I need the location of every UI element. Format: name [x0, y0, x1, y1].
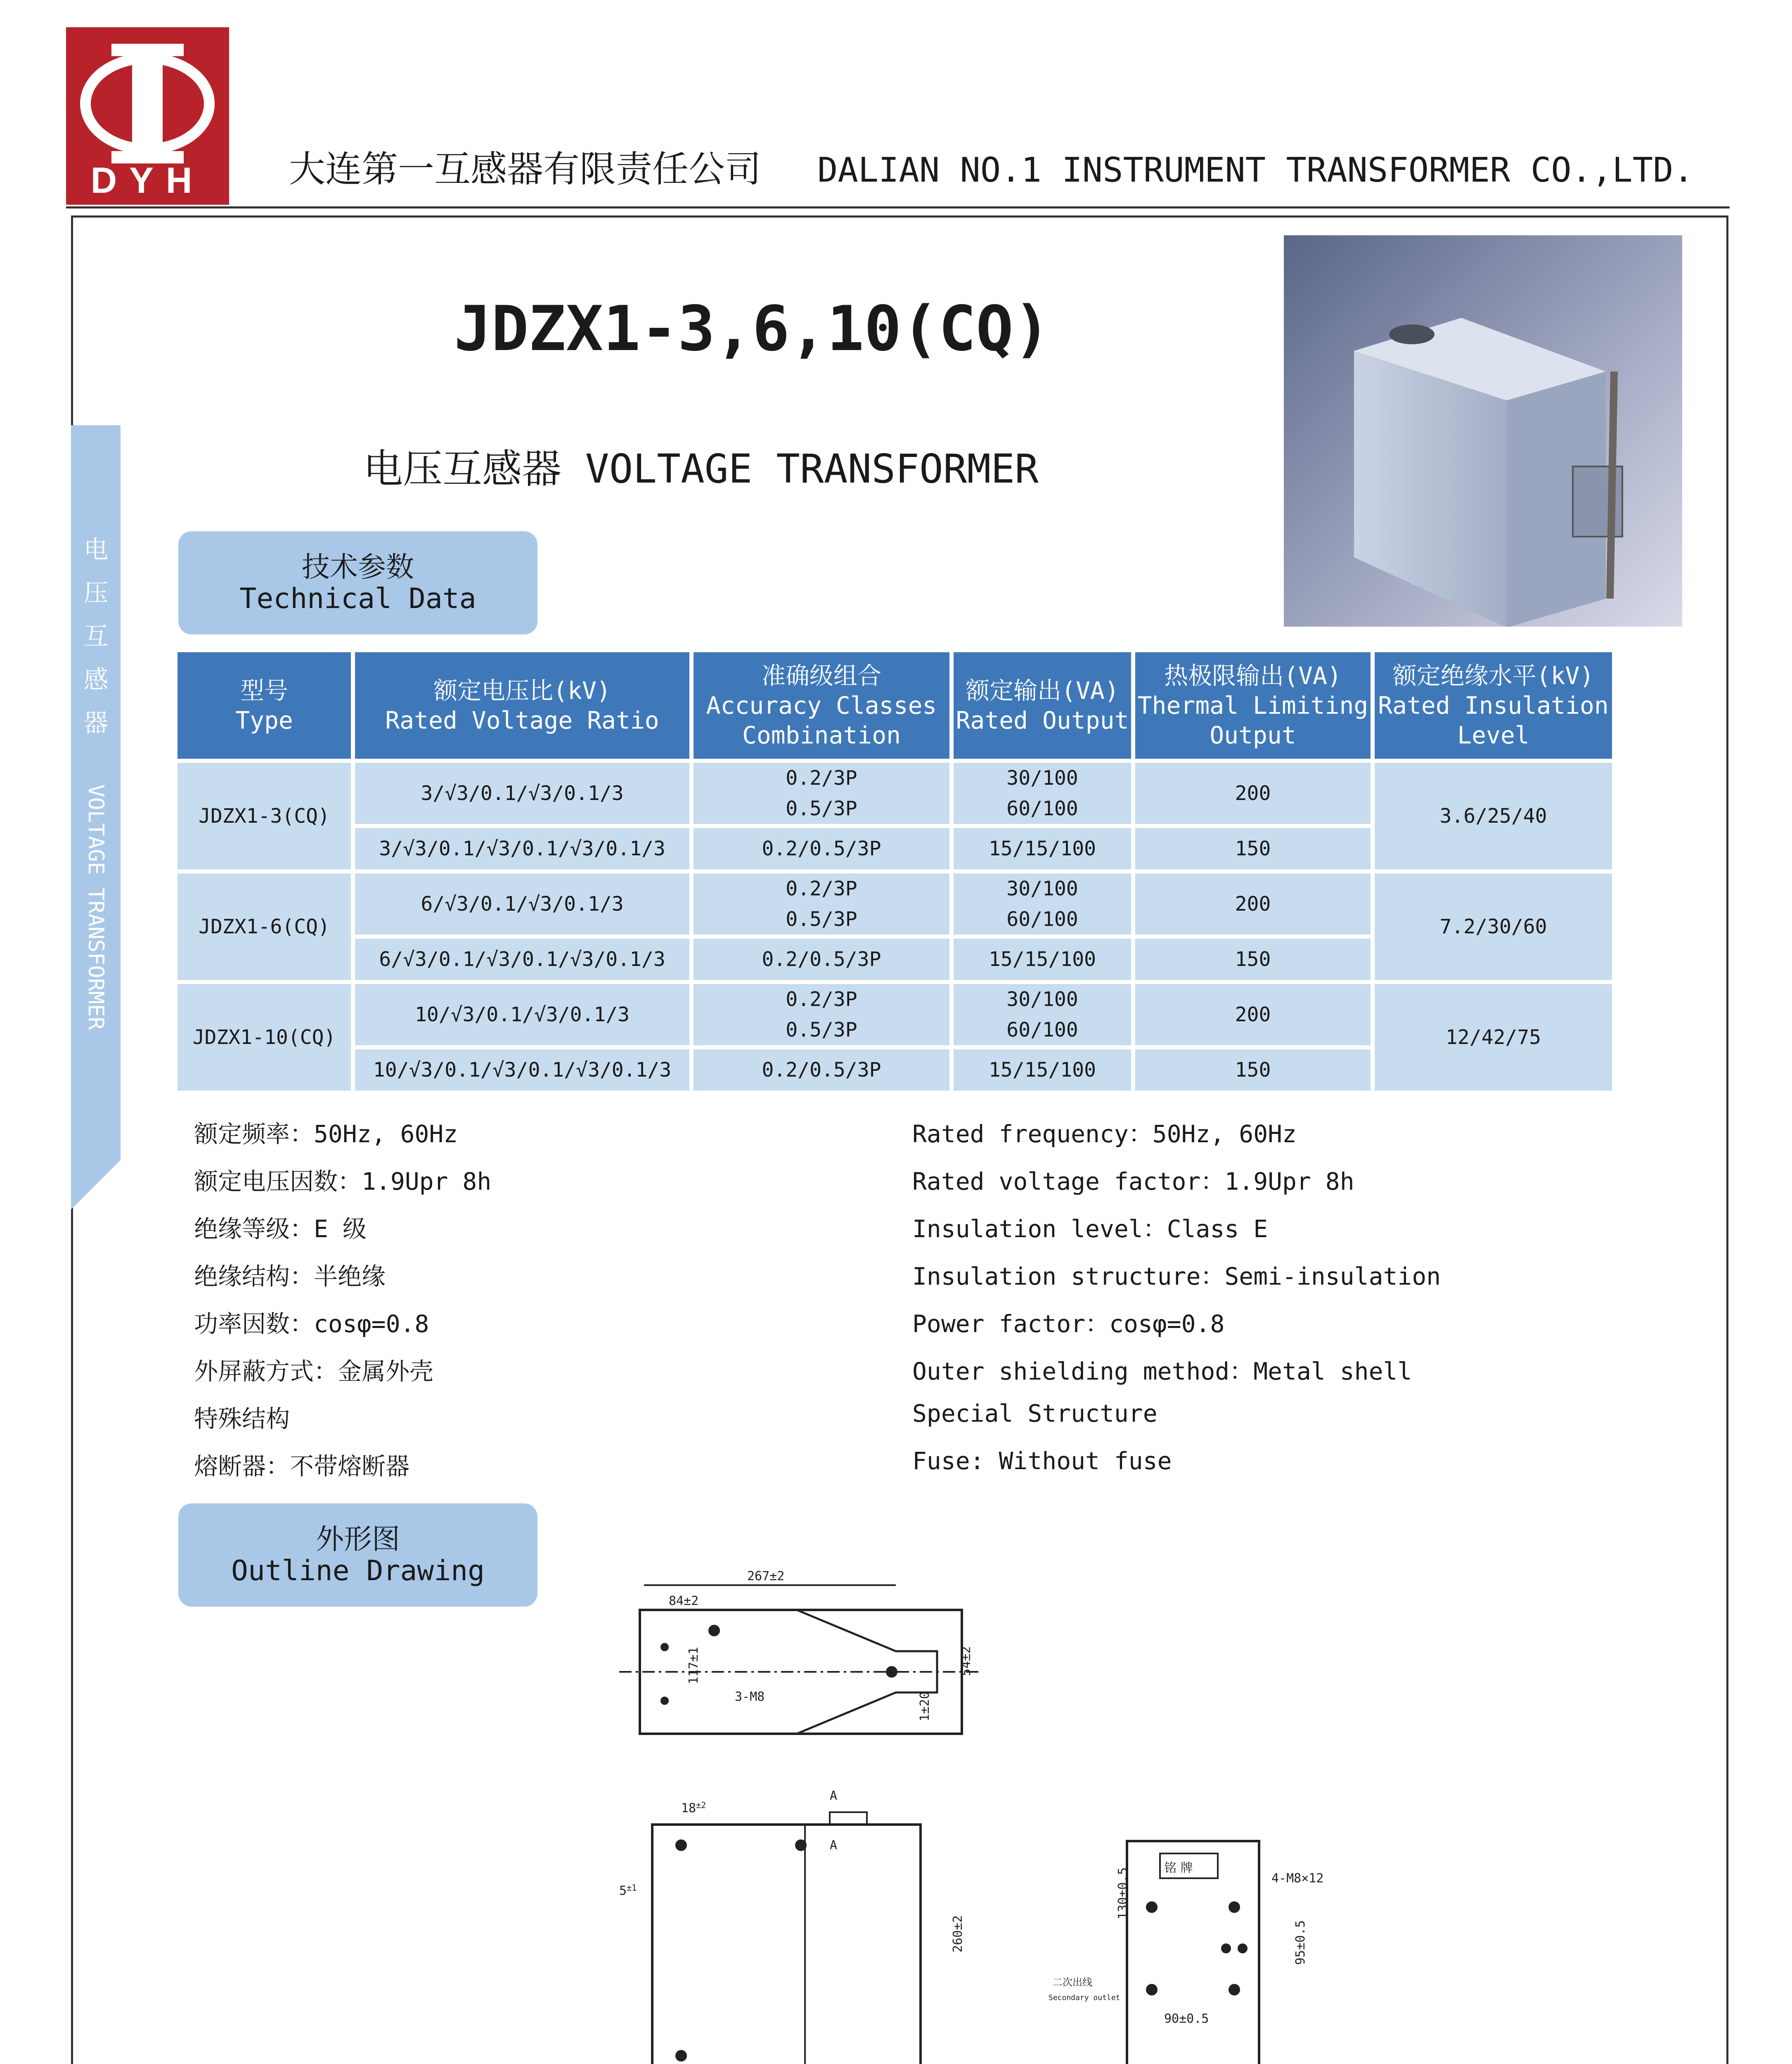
side-height: 260±2: [951, 1915, 965, 1953]
section-outline-drawing: [178, 1503, 537, 1607]
side-a-top: A: [830, 1789, 838, 1803]
table-row: [178, 763, 1612, 824]
section-technical-data: [178, 531, 537, 634]
side-a-mid: A: [830, 1838, 838, 1853]
cell-type: JDZX1-3(CQ): [178, 763, 351, 869]
note-cn: 熔断器：不带熔断器: [194, 1452, 410, 1480]
table-header-row: [178, 652, 1612, 759]
notes-en: [912, 1115, 1441, 1494]
cell-output: 15/15/100: [954, 828, 1131, 869]
company-name-cn: 大连第一互感器有限责任公司: [289, 148, 762, 190]
side-small: $5^{\pm 1}$: [619, 1883, 637, 1898]
section-title-cn: 外形图: [315, 1523, 400, 1556]
side-offset: $18^{\pm 2}$: [681, 1800, 706, 1815]
header-thermal: 热极限输出(VA) Thermal Limiting Output: [1135, 652, 1371, 759]
end-view-drawing: [1049, 1841, 1323, 2064]
side-tab-en: VOLTAGE TRANSFORMER: [83, 784, 108, 1030]
cell-ratio: 6/√3/0.1/√3/0.1/√3/0.1/3: [355, 939, 689, 980]
header-accuracy: 准确级组合 Accuracy Classes Combination: [694, 652, 949, 759]
table-row: [178, 873, 1612, 935]
end-bolt: 4-M8×12: [1271, 1871, 1324, 1886]
side-tab-cn: [74, 528, 118, 745]
dim-top-offset: 84±2: [669, 1594, 699, 1608]
note-en: Rated frequency：50Hz, 60Hz: [912, 1120, 1297, 1148]
end-height: 130±0.5: [1116, 1867, 1130, 1920]
note-cn: 额定频率：50Hz, 60Hz: [194, 1120, 458, 1148]
cell-thermal: 150: [1135, 828, 1371, 869]
cell-output: 30/100 60/100: [954, 984, 1131, 1045]
end-secondary-en: Secondary outlet: [1049, 1993, 1120, 2002]
spec-table: [173, 648, 1616, 1095]
note-en: Fuse: Without fuse: [912, 1447, 1172, 1475]
cell-accuracy: 0.2/3P 0.5/3P: [694, 984, 949, 1045]
company-name-en: DALIAN NO.1 INSTRUMENT TRANSFORMER CO.,LTD.: [817, 151, 1694, 190]
note-en: Power factor：cosφ=0.8: [912, 1310, 1225, 1338]
note-en: Outer shielding method：Metal shell: [912, 1357, 1412, 1385]
side-char: 电: [83, 535, 109, 564]
note-cn: 特殊结构: [194, 1405, 290, 1433]
cell-insulation: 3.6/25/40: [1375, 763, 1612, 869]
cell-type: JDZX1-6(CQ): [178, 873, 351, 980]
note-en: Rated voltage factor：1.9Upr 8h: [912, 1167, 1354, 1195]
cell-ratio: 10/√3/0.1/√3/0.1/3: [355, 984, 689, 1045]
note-cn: 绝缘等级：E 级: [194, 1215, 367, 1243]
cell-output: 15/15/100: [954, 939, 1131, 980]
cell-thermal: 200: [1135, 763, 1371, 824]
outline-drawings: [516, 1527, 1651, 2064]
end-spacing: 95±0.5: [1293, 1920, 1308, 1965]
end-width: 90±0.5: [1164, 2012, 1209, 2026]
header-type: 型号 Type: [178, 652, 351, 759]
cell-output: 30/100 60/100: [954, 873, 1131, 935]
model-title: JDZX1-3,6,10(CQ): [454, 293, 1051, 365]
logo-text: DYH: [90, 160, 205, 201]
company-name: [289, 140, 1694, 192]
header-insulation: 额定绝缘水平(kV) Rated Insulation Level: [1375, 652, 1612, 759]
cell-accuracy: 0.2/3P 0.5/3P: [694, 873, 949, 935]
cell-ratio: 10/√3/0.1/√3/0.1/√3/0.1/3: [355, 1049, 689, 1091]
phi-logo-icon: [66, 27, 229, 168]
cell-thermal: 200: [1135, 873, 1371, 935]
product-subtitle: 电压互感器 VOLTAGE TRANSFORMER: [363, 446, 1039, 492]
cell-ratio: 6/√3/0.1/√3/0.1/3: [355, 873, 689, 935]
dim-top-bolt: 3-M8: [735, 1690, 765, 1704]
section-title-en: Outline Drawing: [231, 1555, 485, 1587]
header-ratio: 额定电压比(kV) Rated Voltage Ratio: [355, 652, 689, 759]
section-title-cn: 技术参数: [301, 551, 414, 584]
note-cn: 外屏蔽方式：金属外壳: [194, 1357, 434, 1385]
cell-accuracy: 0.2/0.5/3P: [694, 1049, 949, 1091]
cell-insulation: 12/42/75: [1375, 984, 1612, 1091]
side-char: 器: [83, 709, 109, 738]
cell-output: 30/100 60/100: [954, 763, 1131, 824]
cell-thermal: 150: [1135, 939, 1371, 980]
side-view-drawing: [619, 1789, 965, 2064]
dim-top-height: 117±1: [686, 1647, 701, 1684]
cell-accuracy: 0.2/0.5/3P: [694, 939, 949, 980]
section-title-en: Technical Data: [239, 582, 476, 615]
end-nameplate: 铭 牌: [1164, 1861, 1193, 1875]
table-row: [178, 984, 1612, 1045]
notes-cn: [194, 1115, 491, 1494]
cell-thermal: 150: [1135, 1049, 1371, 1091]
note-en: Insulation level：Class E: [912, 1215, 1268, 1243]
note-cn: 功率因数：cosφ=0.8: [194, 1310, 429, 1338]
side-char: 感: [83, 665, 109, 694]
end-secondary-cn: 二次出线: [1053, 1976, 1092, 1988]
header-output: 额定输出(VA) Rated Output: [954, 652, 1131, 759]
dim-top-right: 54±2: [959, 1646, 973, 1676]
top-view-drawing: [619, 1569, 978, 1734]
cell-ratio: 3/√3/0.1/√3/0.1/3: [355, 763, 689, 824]
cell-accuracy: 0.2/3P 0.5/3P: [694, 763, 949, 824]
dim-top-small: 1±20: [918, 1691, 932, 1721]
header-rule: [66, 206, 1730, 208]
cell-type: JDZX1-10(CQ): [178, 984, 351, 1091]
note-cn: 额定电压因数：1.9Upr 8h: [194, 1167, 492, 1195]
cell-insulation: 7.2/30/60: [1375, 873, 1612, 980]
cell-accuracy: 0.2/0.5/3P: [694, 828, 949, 869]
note-en: Insulation structure：Semi-insulation: [912, 1262, 1441, 1290]
cell-thermal: 200: [1135, 984, 1371, 1045]
note-en: Special Structure: [912, 1399, 1158, 1427]
side-char: 压: [83, 579, 109, 608]
dim-top-width: 267±2: [747, 1569, 785, 1584]
side-char: 互: [83, 622, 109, 651]
product-photo: [1284, 235, 1682, 627]
cell-output: 15/15/100: [954, 1049, 1131, 1091]
company-logo: [66, 27, 229, 205]
note-cn: 绝缘结构：半绝缘: [194, 1262, 386, 1290]
cell-ratio: 3/√3/0.1/√3/0.1/√3/0.1/3: [355, 828, 689, 869]
